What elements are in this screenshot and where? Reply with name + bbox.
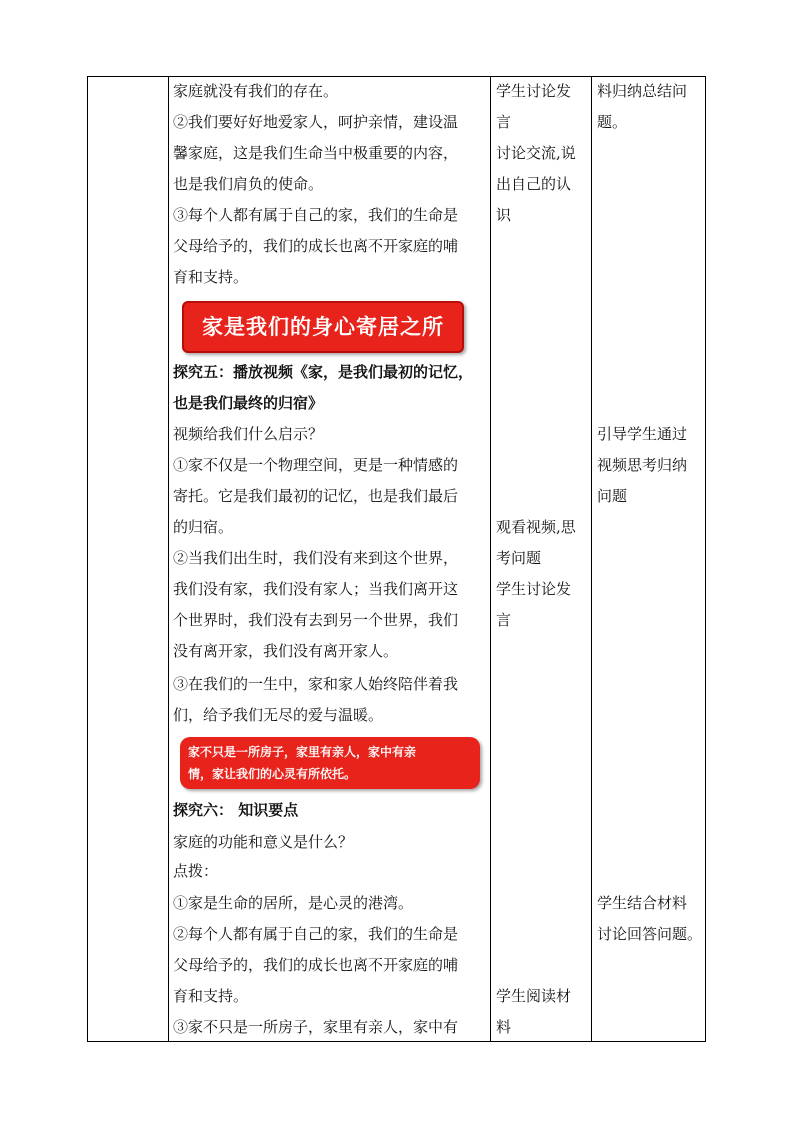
section-title: 探究六： 知识要点 — [173, 801, 299, 819]
guidance-line: 学生结合材料 — [597, 894, 688, 912]
content-line: 馨家庭，这是我们生命当中极重要的内容， — [173, 144, 459, 162]
activity-line: 识 — [496, 206, 512, 224]
guidance-line: 问题 — [597, 487, 628, 505]
banner-line: 情，家让我们的心灵有所依托。 — [188, 767, 357, 781]
content-line: 也是我们肩负的使命。 — [173, 175, 324, 193]
section-title: 也是我们最终的归宿》 — [173, 394, 324, 412]
content-line: 家庭的功能和意义是什么？ — [173, 833, 354, 851]
content-line: 我们没有家，我们没有家人；当我们离开这 — [173, 580, 459, 598]
content-line: 没有离开家，我们没有离开家人。 — [173, 642, 399, 660]
content-line: ③在我们的一生中，家和家人始终陪伴着我 — [173, 675, 459, 693]
content-line: 视频给我们什么启示？ — [173, 425, 324, 443]
guidance-line: 题。 — [597, 113, 628, 131]
activity-line: 言 — [496, 611, 512, 629]
column-divider — [591, 77, 592, 1041]
guidance-line: 讨论回答问题。 — [597, 925, 703, 943]
content-line: 的归宿。 — [173, 518, 234, 536]
section-title: 探究五：播放视频《家，是我们最初的记忆， — [173, 363, 474, 381]
activity-line: 考问题 — [496, 549, 542, 567]
content-line: ①家不仅是一个物理空间，更是一种情感的 — [173, 456, 459, 474]
content-line: 个世界时，我们没有去到另一个世界，我们 — [173, 611, 459, 629]
lesson-table — [87, 76, 706, 1042]
banner-line: 家不只是一所房子，家里有亲人，家中有亲 — [188, 745, 417, 759]
content-line: ①家是生命的居所，是心灵的港湾。 — [173, 894, 414, 912]
activity-line: 出自己的认 — [496, 175, 572, 193]
content-line: 点拨： — [173, 862, 219, 880]
guidance-line: 料归纳总结问 — [597, 82, 688, 100]
guidance-line: 视频思考归纳 — [597, 456, 688, 474]
activity-line: 讨论交流,说 — [496, 144, 576, 162]
content-line: ③家不只是一所房子，家里有亲人，家中有 — [173, 1018, 459, 1036]
guidance-line: 引导学生通过 — [597, 425, 688, 443]
banner-family-shelter: 家是我们的身心寄居之所 — [182, 301, 464, 353]
column-divider — [490, 77, 491, 1041]
content-line: ②我们要好好地爱家人，呵护亲情，建设温 — [173, 113, 459, 131]
banner-family-home — [180, 737, 480, 789]
column-divider — [168, 77, 169, 1041]
content-line: 育和支持。 — [173, 987, 249, 1005]
content-line: 寄托。它是我们最初的记忆，也是我们最后 — [173, 487, 459, 505]
content-line: ③每个人都有属于自己的家，我们的生命是 — [173, 206, 459, 224]
activity-line: 学生讨论发 — [496, 580, 572, 598]
content-line: 父母给予的，我们的成长也离不开家庭的哺 — [173, 956, 459, 974]
content-line: ②当我们出生时，我们没有来到这个世界， — [173, 549, 459, 567]
activity-line: 学生讨论发 — [496, 82, 572, 100]
content-line: 家庭就没有我们的存在。 — [173, 82, 339, 100]
content-line: 育和支持。 — [173, 268, 249, 286]
content-line: 父母给予的，我们的成长也离不开家庭的哺 — [173, 237, 459, 255]
content-line: ②每个人都有属于自己的家，我们的生命是 — [173, 925, 459, 943]
content-line: 们，给予我们无尽的爱与温暖。 — [173, 706, 384, 724]
activity-line: 料 — [496, 1018, 512, 1036]
activity-line: 言 — [496, 113, 512, 131]
activity-line: 学生阅读材 — [496, 987, 572, 1005]
activity-line: 观看视频,思 — [496, 518, 576, 536]
